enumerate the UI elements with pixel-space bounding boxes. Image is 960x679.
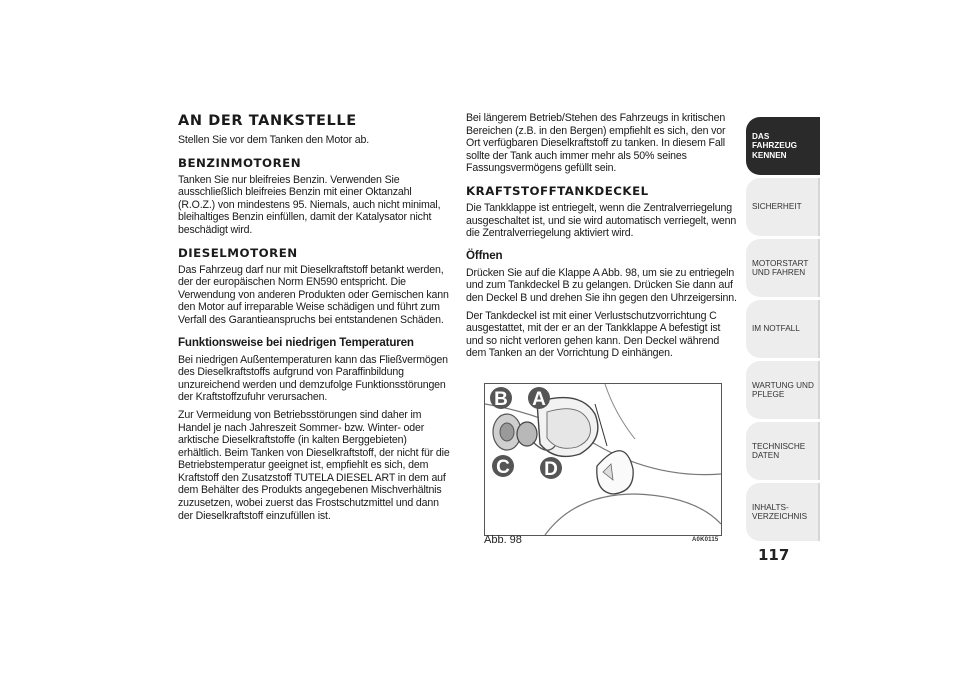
diesel-text: Das Fahrzeug darf nur mit Dieselkraftstoff betankt werden, der der europäischen Norm EN590 entspricht. Die Verwendung von anderen Produkten oder Gemischen kann den Motor auf irreparable Weise schädigen und führt zum Verfall des Garantieanspruchs bei entstandenen Schäden.	[178, 263, 449, 326]
chapter-sidebar	[746, 117, 820, 544]
section-title: AN DER TANKSTELLE	[178, 113, 357, 129]
tab-wartung-und-pflege[interactable]	[746, 361, 820, 419]
tab-label: TECHNISCHE DATEN	[752, 441, 806, 460]
cap-text: Die Tankklappe ist entriegelt, wenn die Zentralverriegelung ausgeschaltet ist, und sie wird automatisch verriegelt, wenn die Zentralverriegelung aktiviert wird.	[466, 201, 737, 240]
middle-column	[466, 112, 738, 365]
open-paragraph-2: Der Tankdeckel ist mit einer Verlustschutzvorrichtung C ausgestattet, mit der er an der Tankklappe A befestigt ist und so nicht verloren gehen kann. Den Deckel während dem Tanken an der Vorrichtung D einhängen.	[466, 309, 721, 360]
tab-sicherheit[interactable]	[746, 178, 820, 236]
figure-caption: Abb. 98	[484, 534, 522, 546]
open-heading: Öffnen	[466, 248, 503, 262]
tab-inhaltsverzeichnis[interactable]	[746, 483, 820, 541]
fuel-cap-figure	[484, 383, 722, 536]
middle-intro-text: Bei längerem Betrieb/Stehen des Fahrzeugs in kritischen Bereichen (z.B. in den Bergen) empfiehlt es sich, den vor Ort verfügbaren Dieselkraftstoff zu tanken. In diesem Fall sollte der Tank auch immer mehr als 50% seines Fassungsvermögens gefüllt sein.	[466, 112, 726, 175]
svg-text:D: D	[544, 459, 558, 480]
open-paragraph-1: Drücken Sie auf die Klappe A Abb. 98, um sie zu entriegeln und zum Tankdeckel B zu gelangen. Drücken Sie dann auf den Deckel B und drehen Sie ihn gegen den Uhrzeigersinn.	[466, 266, 737, 304]
tab-technische-daten[interactable]	[746, 422, 820, 480]
tab-label: SICHERHEIT	[752, 202, 802, 212]
cap-heading: KRAFTSTOFFTANKDECKEL	[466, 183, 649, 198]
tab-label: INHALTS- VERZEICHNIS	[752, 502, 808, 521]
tab-label: DAS FAHRZEUG KENNEN	[752, 131, 798, 160]
label-b	[490, 387, 512, 410]
tab-label: WARTUNG UND PFLEGE	[752, 380, 814, 399]
tab-label: MOTORSTART UND FAHREN	[752, 258, 809, 277]
tab-im-notfall[interactable]	[746, 300, 820, 358]
tab-das-fahrzeug-kennen[interactable]	[746, 117, 820, 175]
fuel-cap-illustration	[485, 384, 721, 535]
low-temp-paragraph-2: Zur Vermeidung von Betriebsstörungen sind daher im Handel je nach Jahreszeit Sommer- bzw. Winter- oder arktische Dieselkraftstoffe (in kalten Berggebieten) erhältlich. Beim Tanken von Dieselkraftstoff, der nicht für die Betriebstemperatur geeignet ist, empfiehlt es sich, dem Kraftstoff den Zusatzstoff TUTELA DIESEL ART in dem auf dem Behälter des Produkts angegebenen Mischverhältnis zuzusetzen, wobei zuerst das Frostschutzmittel und dann der Dieselkraftstoff einzufüllen ist.	[178, 408, 450, 522]
benzin-heading: BENZINMOTOREN	[178, 155, 302, 170]
left-column	[178, 112, 450, 527]
svg-text:B: B	[494, 389, 508, 410]
low-temp-paragraph-1: Bei niedrigen Außentemperaturen kann das Fließvermögen des Dieselkraftstoffs aufgrund von Paraffinbildung unzureichend werden und demzufolge Funktionsstörungen der Kraftstoffzufuhr verursachen.	[178, 353, 448, 404]
benzin-text: Tanken Sie nur bleifreies Benzin. Verwenden Sie ausschließlich bleifreies Benzin mit einer Oktanzahl (R.O.Z.) von mindestens 95. Niemals, auch nicht minimal, bleihaltiges Benzin einfüllen, damit der Katalysator nicht beschädigt wird.	[178, 173, 441, 236]
tab-label: IM NOTFALL	[752, 324, 800, 334]
figure-code: A0K0115	[692, 537, 719, 543]
diesel-heading: DIESELMOTOREN	[178, 245, 298, 260]
svg-text:A: A	[532, 389, 546, 410]
page-number: 117	[758, 546, 790, 564]
intro-text: Stellen Sie vor dem Tanken den Motor ab.	[178, 134, 370, 146]
tab-motorstart-und-fahren[interactable]	[746, 239, 820, 297]
label-c	[492, 455, 514, 478]
low-temp-heading: Funktionsweise bei niedrigen Temperaturen	[178, 335, 414, 349]
svg-text:C: C	[496, 457, 510, 478]
label-d	[540, 457, 562, 480]
